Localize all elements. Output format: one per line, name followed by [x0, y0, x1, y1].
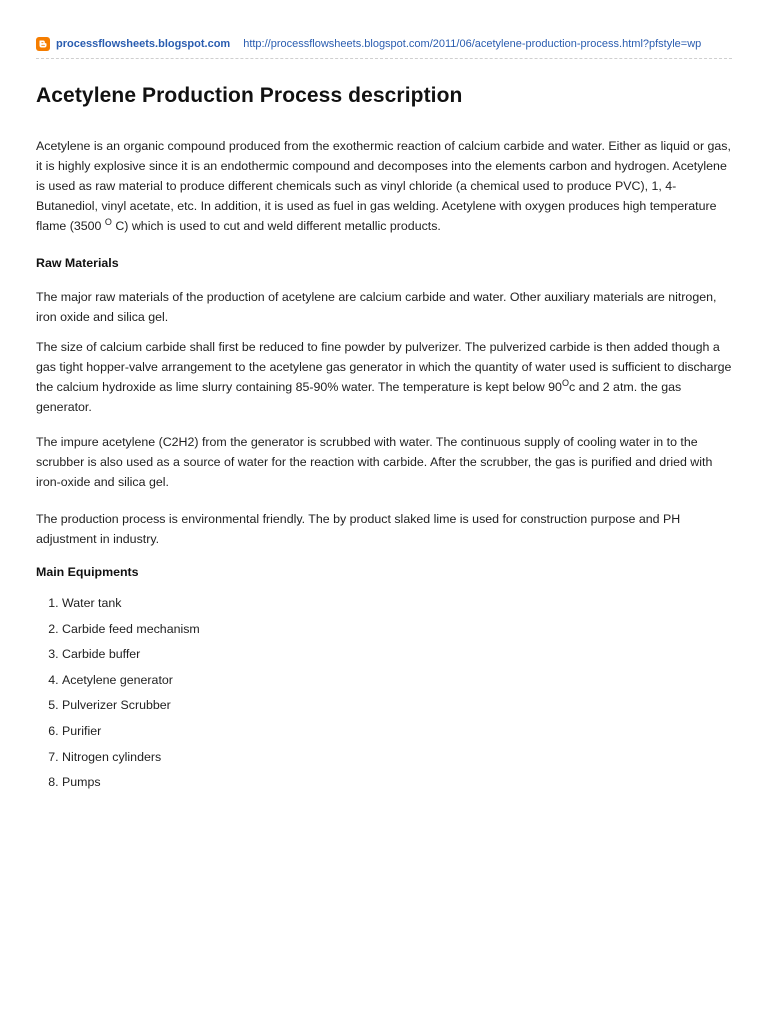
main-equipments-heading: Main Equipments [36, 565, 139, 579]
raw-materials-paragraph-2 [36, 337, 736, 417]
list-item: 7. Nitrogen cylinders [62, 748, 736, 774]
intro-paragraph [36, 136, 736, 236]
list-item: 1. Water tank [62, 594, 736, 620]
raw-materials-paragraph-4: The production process is environmental friendly. The by product slaked lime is used for construction purpose and PH adjustment in industry. [36, 512, 681, 546]
intro-text-end: C) which is used to cut and weld different metallic products. [111, 219, 441, 233]
site-name-link[interactable]: processflowsheets.blogspot.com [56, 38, 231, 50]
equipment-list [36, 594, 736, 799]
blogger-icon [36, 37, 50, 51]
list-item: 2. Carbide feed mechanism [62, 620, 736, 646]
list-item: 3. Carbide buffer [62, 645, 736, 671]
pulverizer-text: The size of calcium carbide shall first be reduced to fine powder by pulverizer. The pulverized carbide is then added though a gas tight hopper-valve arrangement to the acetylene gas generator in which the quantity of water used is sufficient to discharge the calcium hydroxide as lime slurry containing 85-90% water. The temperature is kept below 90 [36, 340, 732, 394]
pulverizer-text-end: c and 2 atm. the gas generator. [36, 380, 682, 414]
page-header [36, 34, 732, 54]
page-url-link[interactable]: http://processflowsheets.blogspot.com/2011/06/acetylene-production-process.html?pfstyle=wp [243, 38, 702, 50]
article-body [36, 136, 736, 799]
list-item: 5. Pulverizer Scrubber [62, 696, 736, 722]
degree-superscript: O [104, 216, 112, 227]
raw-materials-paragraph-1: The major raw materials of the production of acetylene are calcium carbide and water. Other auxiliary materials are nitrogen, iron oxide and silica gel. [36, 290, 717, 324]
list-item: 8. Pumps [62, 773, 736, 799]
page-title: Acetylene Production Process description [36, 84, 463, 107]
intro-text: Acetylene is an organic compound produced from the exothermic reaction of calcium carbide and water. Either as liquid or gas, it is highly explosive since it is an endothermic compound and decomposes into the elements carbon and hydrogen. Acetylene is used as raw material to produce different chemicals such as vinyl chloride (a chemical used to produce PVC), 1, 4-Butanediol, vinyl acetate, etc. In addition, it is used as fuel in gas welding. Acetylene with oxygen produces high temperature flame (3500 [36, 139, 731, 233]
raw-materials-heading: Raw Materials [36, 256, 119, 270]
header-divider [36, 58, 732, 59]
raw-materials-paragraph-3: The impure acetylene (C2H2) from the generator is scrubbed with water. The continuous supply of cooling water in to the scrubber is also used as a source of water for the reaction with carbide. After the scrubber, the gas is purified and dried with iron-oxide and silica gel. [36, 435, 713, 489]
degree-superscript: O [561, 377, 569, 388]
list-item: 4. Acetylene generator [62, 671, 736, 697]
list-item: 6. Purifier [62, 722, 736, 748]
